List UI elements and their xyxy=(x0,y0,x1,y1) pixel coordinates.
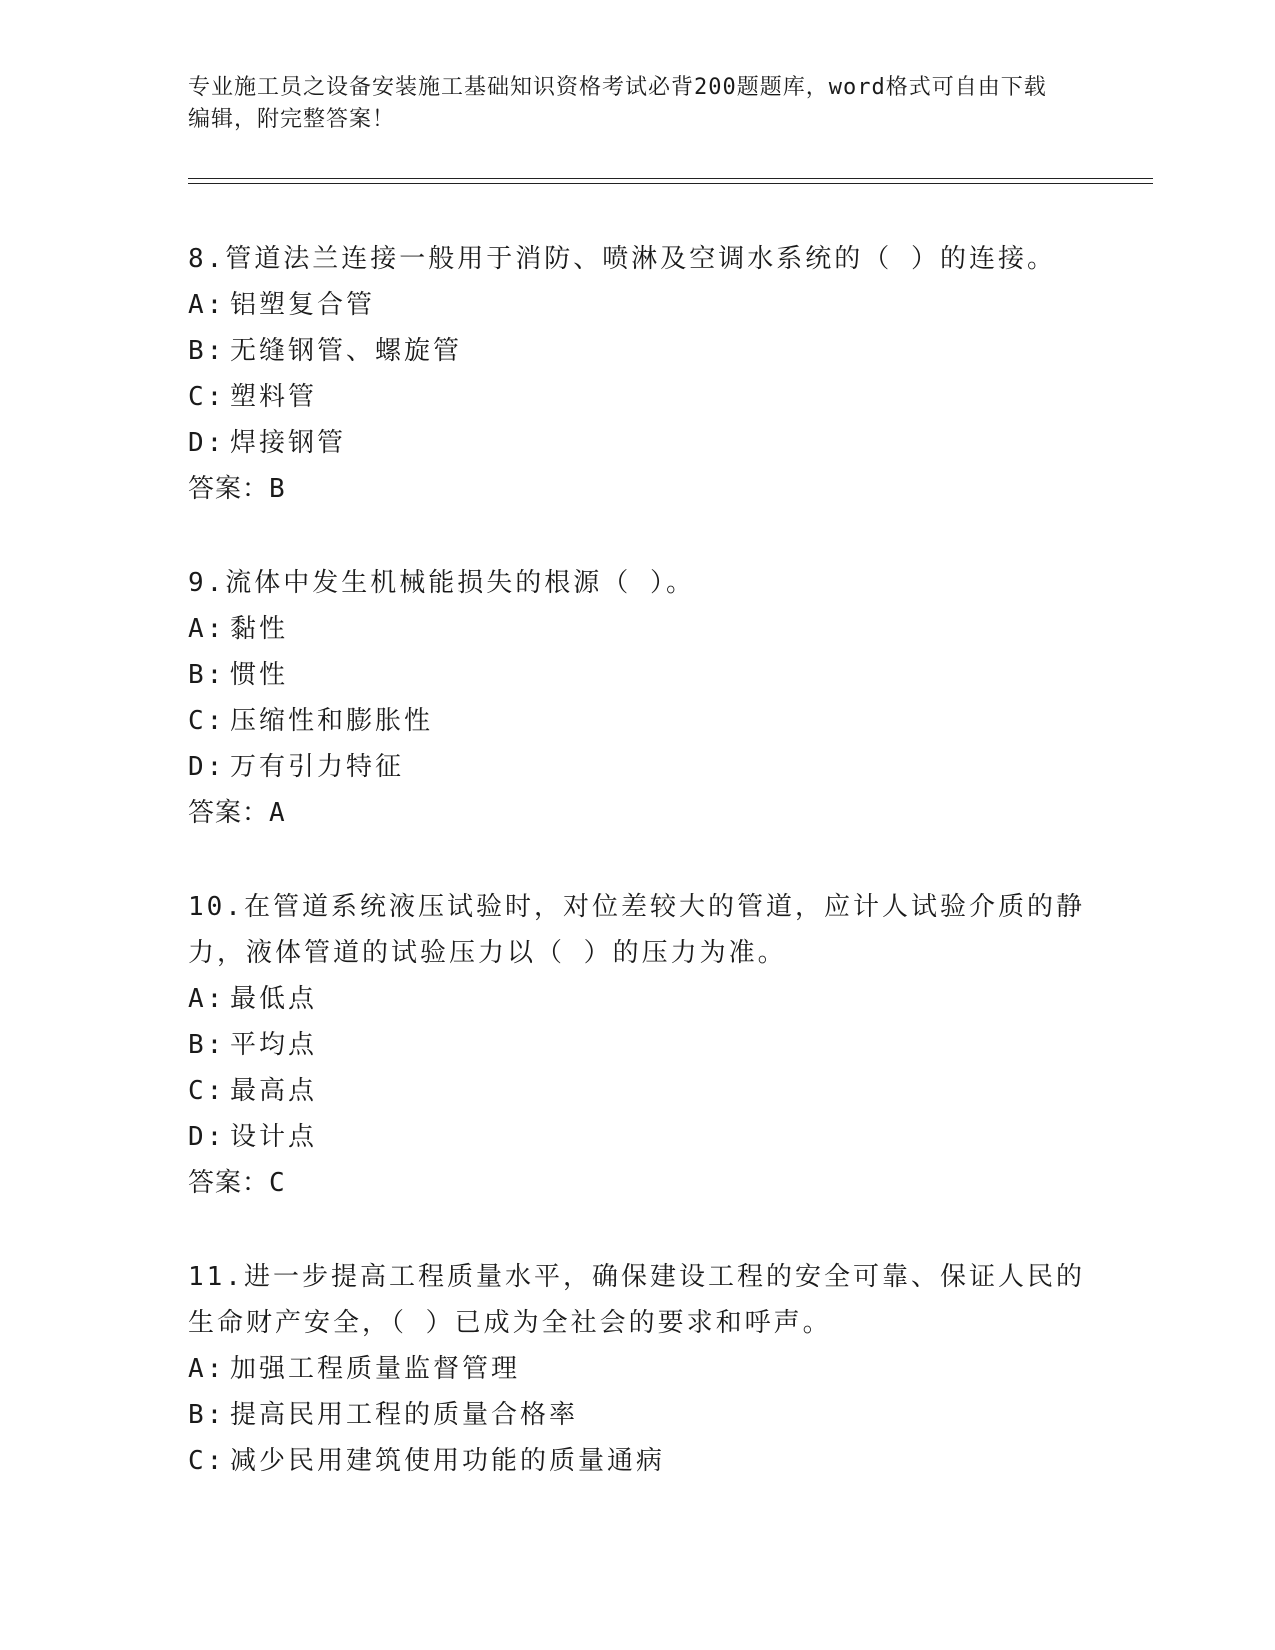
option-text: 万有引力特征 xyxy=(230,752,405,782)
option-a xyxy=(188,606,1088,652)
option-b xyxy=(188,652,1088,698)
option-text: 塑料管 xyxy=(230,382,318,412)
answer-line: 答案：A xyxy=(188,798,286,828)
header-divider-top xyxy=(188,178,1153,179)
option-text: 铝塑复合管 xyxy=(230,290,376,320)
option-d xyxy=(188,420,1088,466)
option-d xyxy=(188,1114,1088,1160)
question-11 xyxy=(188,1254,1088,1484)
option-key: B: xyxy=(188,660,226,690)
option-d xyxy=(188,744,1088,790)
question-stem: 9.流体中发生机械能损失的根源（ ）。 xyxy=(188,568,695,598)
option-key: A: xyxy=(188,1354,226,1384)
option-text: 黏性 xyxy=(230,614,289,644)
option-text: 最低点 xyxy=(230,984,318,1014)
option-key: A: xyxy=(188,614,226,644)
option-text: 最高点 xyxy=(230,1076,318,1106)
option-key: B: xyxy=(188,1030,226,1060)
document-header: 专业施工员之设备安装施工基础知识资格考试必背200题题库，word格式可自由下载编辑，附完整答案！ xyxy=(188,75,1047,132)
header-divider-bottom xyxy=(188,183,1153,184)
option-key: C: xyxy=(188,1446,226,1476)
option-text: 平均点 xyxy=(230,1030,318,1060)
option-a xyxy=(188,282,1088,328)
option-key: B: xyxy=(188,1400,226,1430)
question-stem: 11.进一步提高工程质量水平，确保建设工程的安全可靠、保证人民的生命财产安全，（ ）已成为全社会的要求和呼声。 xyxy=(188,1262,1085,1338)
answer-line: 答案：B xyxy=(188,474,286,504)
option-text: 惯性 xyxy=(230,660,289,690)
option-text: 设计点 xyxy=(230,1122,318,1152)
option-key: B: xyxy=(188,336,226,366)
option-a xyxy=(188,976,1088,1022)
option-text: 压缩性和膨胀性 xyxy=(230,706,434,736)
option-text: 无缝钢管、螺旋管 xyxy=(230,336,463,366)
option-text: 提高民用工程的质量合格率 xyxy=(230,1400,579,1430)
option-key: D: xyxy=(188,1122,226,1152)
option-key: C: xyxy=(188,706,226,736)
question-9 xyxy=(188,560,1088,836)
option-c xyxy=(188,1068,1088,1114)
option-key: A: xyxy=(188,290,226,320)
option-key: C: xyxy=(188,1076,226,1106)
option-a xyxy=(188,1346,1088,1392)
option-c xyxy=(188,374,1088,420)
option-c xyxy=(188,1438,1088,1484)
option-b xyxy=(188,328,1088,374)
question-list xyxy=(188,236,1088,1532)
question-10 xyxy=(188,884,1088,1206)
option-b xyxy=(188,1022,1088,1068)
option-key: C: xyxy=(188,382,226,412)
option-c xyxy=(188,698,1088,744)
question-8 xyxy=(188,236,1088,512)
option-key: A: xyxy=(188,984,226,1014)
option-text: 减少民用建筑使用功能的质量通病 xyxy=(230,1446,666,1476)
option-key: D: xyxy=(188,752,226,782)
option-b xyxy=(188,1392,1088,1438)
option-text: 加强工程质量监督管理 xyxy=(230,1354,521,1384)
option-key: D: xyxy=(188,428,226,458)
question-stem: 8.管道法兰连接一般用于消防、喷淋及空调水系统的（ ）的连接。 xyxy=(188,244,1056,274)
question-stem: 10.在管道系统液压试验时，对位差较大的管道，应计人试验介质的静力，液体管道的试验压力以（ ）的压力为准。 xyxy=(188,892,1085,968)
option-text: 焊接钢管 xyxy=(230,428,347,458)
answer-line: 答案：C xyxy=(188,1168,286,1198)
